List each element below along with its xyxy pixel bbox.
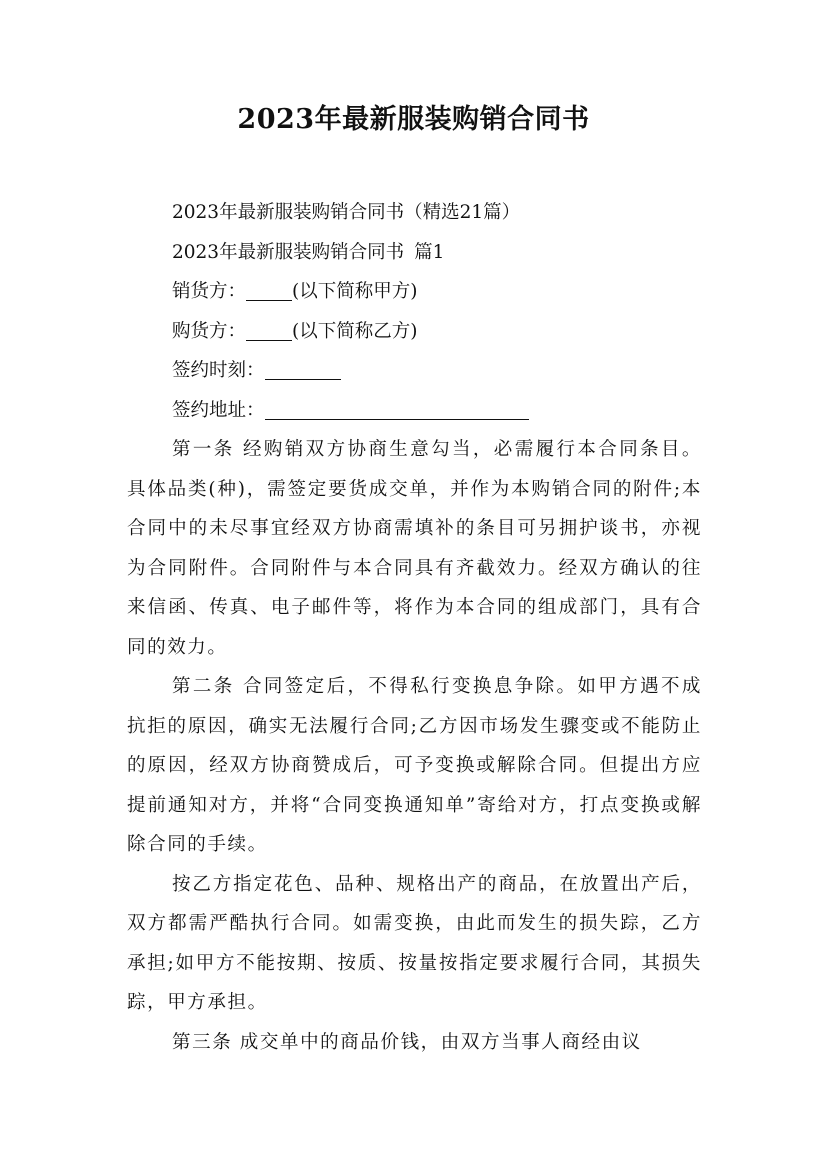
- paragraph-article-3: 第三条 成交单中的商品价钱，由双方当事人商经由议: [172, 1031, 642, 1053]
- seller-note: (以下简称甲方): [292, 281, 418, 302]
- sign-place-blank: [265, 399, 529, 420]
- document-body: [127, 193, 702, 1062]
- sign-place-field: [127, 391, 702, 431]
- paragraph-article-2: 第二条 合同签定后，不得私行变换息争除。如甲方遇不成抗拒的原因，确实无法履行合同;乙方因市场发生骤变或不能防止的原因，经双方协商赞成后，可予变换或解除合同。但提出方应提前通知对方，并将“合同变换通知单”寄给对方，打点变换或解除合同的手续。: [127, 676, 702, 855]
- section-heading: [127, 233, 702, 273]
- section-number: 篇1: [414, 241, 445, 263]
- sign-time-label: 签约时刻：: [172, 360, 265, 381]
- paragraph-article-2-continued: 按乙方指定花色、品种、规格出产的商品，在放置出产后，双方都需严酷执行合同。如需变换，由此而发生的损失踪，乙方承担;如甲方不能按期、按质、按量按指定要求履行合同，其损失踪，甲方承担。: [127, 873, 702, 1013]
- section-title: 2023年最新服装购销合同书: [172, 241, 405, 263]
- seller-label: 销货方：: [172, 281, 247, 302]
- document-title: 2023年最新服装购销合同书: [237, 104, 590, 135]
- sign-time-blank: [265, 359, 341, 380]
- seller-blank: [246, 280, 292, 301]
- seller-field: [127, 272, 702, 312]
- sign-place-label: 签约地址：: [172, 399, 265, 421]
- buyer-field: [127, 312, 702, 352]
- sign-time-field: [127, 351, 702, 391]
- buyer-note: (以下简称乙方): [292, 320, 418, 342]
- paragraph-article-1: 第一条 经购销双方协商生意勾当，必需履行本合同条目。具体品类(种)，需签定要货成交单，并作为本购销合同的附件;本合同中的未尽事宜经双方协商需填补的条目可另拥护谈书，亦视为合同附件。合同附件与本合同具有齐截效力。经双方确认的往来信函、传真、电子邮件等，将作为本合同的组成部门，具有合同的效力。: [127, 439, 702, 658]
- subtitle-line: 2023年最新服装购销合同书（精选21篇）: [172, 202, 521, 223]
- buyer-label: 购货方：: [172, 320, 247, 342]
- buyer-blank: [246, 320, 292, 341]
